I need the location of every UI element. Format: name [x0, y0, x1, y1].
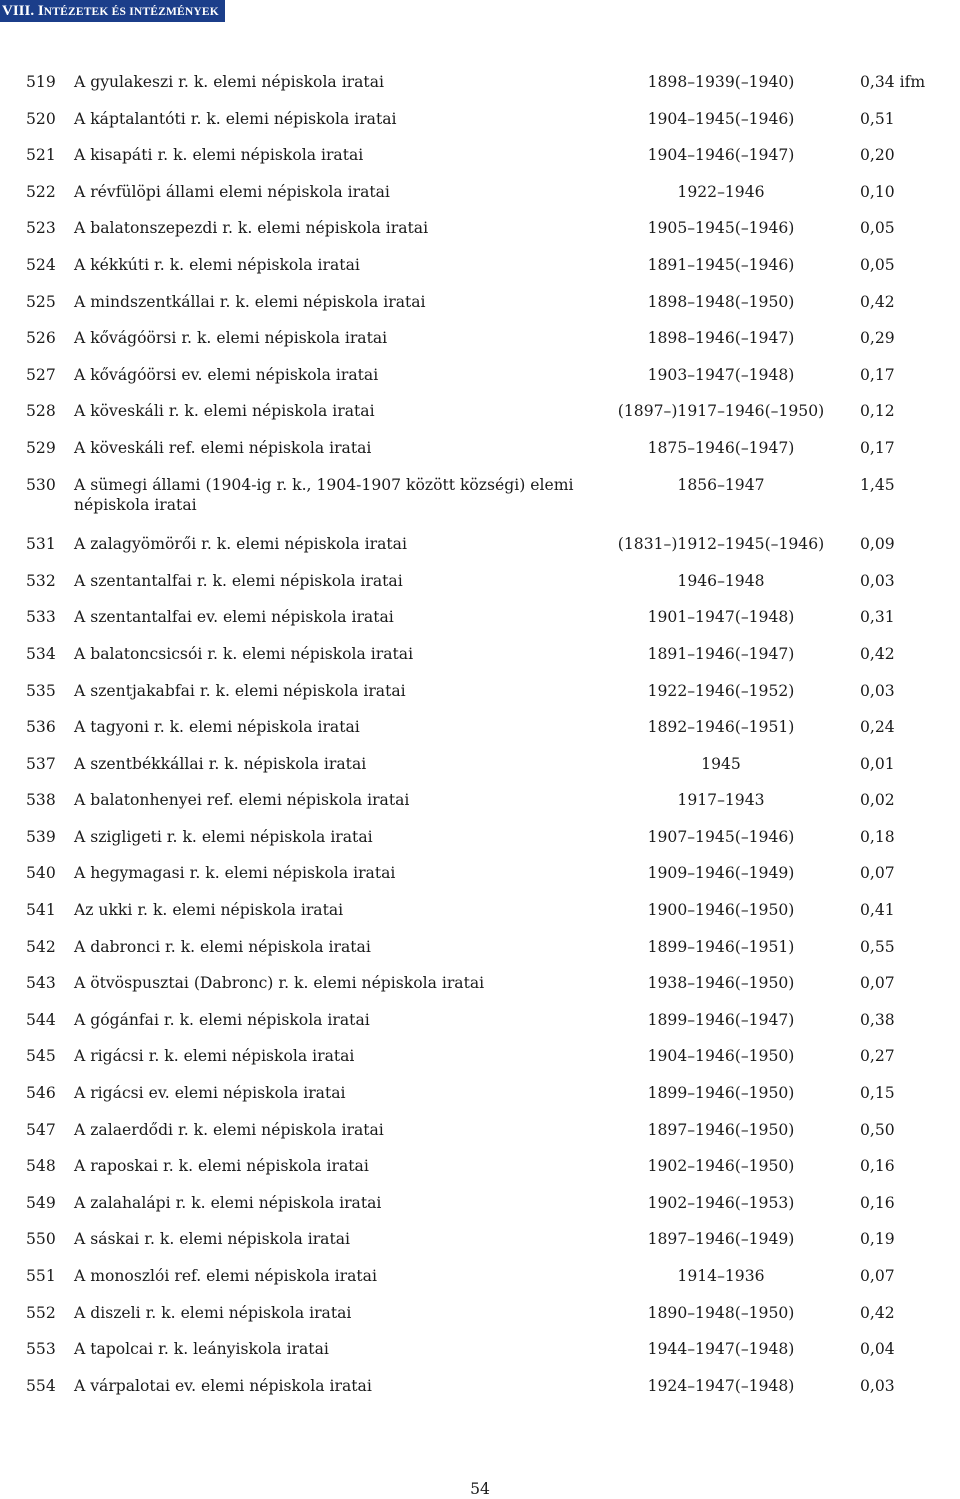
entry-date-range: 1917–1943: [677, 791, 765, 810]
list-item: [0, 395, 960, 432]
entry-date-range: 1856–1947: [677, 475, 765, 494]
list-item: [0, 1370, 960, 1407]
entry-date-range: 1898–1939(–1940): [647, 73, 795, 91]
list-item: [0, 528, 960, 565]
entry-title: A várpalotai ev. elemi népiskola iratai: [74, 1376, 372, 1395]
entry-date-range: (1831–)1912–1945(–1946): [617, 535, 825, 554]
entry-title: A raposkai r. k. elemi népiskola iratai: [74, 1157, 369, 1176]
entry-title: A sáskai r. k. elemi népiskola iratai: [74, 1230, 351, 1249]
entry-title: A rigácsi r. k. elemi népiskola iratai: [74, 1047, 355, 1066]
entry-extent: 0,42: [860, 1303, 895, 1322]
entry-number: 542: [26, 937, 56, 956]
entry-date-range: 1914–1936: [677, 1267, 765, 1285]
entry-date-range: 1898–1946(–1947): [647, 329, 795, 348]
entry-number: 534: [26, 644, 56, 663]
list-item: [0, 322, 960, 359]
list-item: [0, 469, 960, 529]
entry-date-range: 1899–1946(–1947): [647, 1010, 795, 1029]
entry-number: 549: [26, 1193, 56, 1212]
entry-extent: 0,20: [860, 146, 895, 165]
entry-date-range: 1892–1946(–1951): [647, 718, 795, 737]
list-item: [0, 1223, 960, 1260]
list-item: [0, 675, 960, 712]
list-item: [0, 857, 960, 894]
page-number: 54: [470, 1480, 490, 1498]
entry-extent: 0,04: [860, 1340, 895, 1359]
entry-title: A gyulakeszi r. k. elemi népiskola iratai: [74, 73, 384, 91]
entry-title: A szentantalfai ev. elemi népiskola iratai: [74, 608, 394, 627]
entry-title: A szentjakabfai r. k. elemi népiskola iratai: [74, 681, 406, 700]
entry-extent: 0,42: [860, 644, 895, 663]
entry-title: A köveskáli ref. elemi népiskola iratai: [74, 438, 372, 457]
entry-extent: 0,16: [860, 1193, 895, 1212]
entry-date-range: 1945: [701, 754, 741, 773]
entry-date-range: 1875–1946(–1947): [647, 438, 795, 457]
entry-date-range: 1922–1946: [677, 182, 765, 201]
entry-number: 522: [26, 182, 56, 201]
entry-title: A kővágóörsi r. k. elemi népiskola iratai: [74, 329, 388, 348]
list-item: [0, 565, 960, 602]
entry-extent: 0,03: [860, 681, 895, 700]
list-item: [0, 601, 960, 638]
entry-date-range: 1946–1948: [677, 571, 765, 590]
entry-title: A mindszentkállai r. k. elemi népiskola iratai: [74, 292, 426, 311]
entry-title: A monoszlói ref. elemi népiskola iratai: [74, 1267, 377, 1285]
entry-title: A dabronci r. k. elemi népiskola iratai: [74, 937, 371, 956]
entry-title: A tapolcai r. k. leányiskola iratai: [74, 1340, 329, 1359]
list-item: [0, 1333, 960, 1370]
list-item: [0, 931, 960, 968]
entry-date-range: 1938–1946(–1950): [647, 974, 795, 993]
list-item: [0, 212, 960, 249]
entry-number: 537: [26, 754, 56, 773]
list-item: [0, 748, 960, 785]
list-item: [0, 711, 960, 748]
chapter-header: [0, 0, 225, 22]
entry-number: 548: [26, 1157, 56, 1176]
entry-date-range: 1924–1947(–1948): [647, 1376, 795, 1395]
list-item: [0, 1297, 960, 1334]
entry-extent: 0,38: [860, 1010, 895, 1029]
list-item: [0, 249, 960, 286]
entry-title: Az ukki r. k. elemi népiskola iratai: [74, 901, 344, 920]
list-item: [0, 1187, 960, 1224]
entry-date-range: 1897–1946(–1949): [647, 1230, 795, 1249]
entry-date-range: 1901–1947(–1948): [647, 608, 795, 627]
entry-extent: 0,10: [860, 182, 895, 201]
entry-date-range: 1907–1945(–1946): [647, 827, 795, 846]
entry-title: A káptalantóti r. k. elemi népiskola iratai: [74, 109, 397, 128]
entry-title: A tagyoni r. k. elemi népiskola iratai: [74, 718, 360, 737]
entry-title: A köveskáli r. k. elemi népiskola iratai: [74, 402, 375, 421]
entry-extent: 0,07: [860, 1267, 895, 1285]
entry-number: 538: [26, 791, 56, 810]
entry-number: 525: [26, 292, 56, 311]
list-item: [0, 1150, 960, 1187]
entry-date-range: 1891–1946(–1947): [647, 644, 795, 663]
list-item: [0, 176, 960, 213]
archive-entry-list: [0, 66, 960, 1406]
entry-date-range: 1922–1946(–1952): [647, 681, 795, 700]
entry-title: A kővágóörsi ev. elemi népiskola iratai: [74, 365, 379, 384]
entry-date-range: 1900–1946(–1950): [647, 901, 795, 920]
entry-number: 524: [26, 255, 56, 274]
entry-date-range: 1903–1947(–1948): [647, 365, 795, 384]
entry-extent: 0,17: [860, 438, 895, 457]
entry-extent: 0,05: [860, 255, 895, 274]
entry-title: A szentbékkállai r. k. népiskola iratai: [74, 754, 367, 773]
entry-title: A zalaerdődi r. k. elemi népiskola iratai: [74, 1120, 384, 1139]
list-item: [0, 432, 960, 469]
entry-date-range: 1902–1946(–1953): [647, 1193, 795, 1212]
entry-extent: 0,03: [860, 571, 895, 590]
entry-number: 531: [26, 535, 56, 554]
entry-date-range: (1897–)1917–1946(–1950): [617, 402, 825, 421]
entry-title: A balatonszepezdi r. k. elemi népiskola iratai: [74, 219, 429, 238]
list-item: [0, 1114, 960, 1151]
entry-extent: 0,42: [860, 292, 895, 311]
entry-number: 526: [26, 329, 56, 348]
entry-title: A rigácsi ev. elemi népiskola iratai: [74, 1084, 346, 1103]
entry-number: 553: [26, 1340, 56, 1359]
entry-extent: 0,07: [860, 864, 895, 883]
entry-number: 528: [26, 402, 56, 421]
entry-number: 533: [26, 608, 56, 627]
entry-extent: 0,55: [860, 937, 895, 956]
entry-number: 519: [26, 73, 56, 91]
entry-title: A szigligeti r. k. elemi népiskola iratai: [74, 827, 373, 846]
entry-number: 536: [26, 718, 56, 737]
list-item: [0, 66, 960, 103]
entry-number: 550: [26, 1230, 56, 1249]
entry-date-range: 1905–1945(–1946): [647, 219, 795, 238]
chapter-title-rest: NTÉZETEK ÉS INTÉZMÉNYEK: [43, 6, 219, 18]
entry-date-range: 1944–1947(–1948): [647, 1340, 795, 1359]
entry-number: 530: [26, 475, 56, 494]
list-item: [0, 139, 960, 176]
list-item: [0, 1260, 960, 1297]
entry-number: 546: [26, 1084, 56, 1103]
entry-date-range: 1890–1948(–1950): [647, 1303, 795, 1322]
entry-title: A ötvöspusztai (Dabronc) r. k. elemi népiskola iratai: [74, 974, 485, 993]
entry-date-range: 1904–1945(–1946): [647, 109, 795, 128]
chapter-title-initial: I: [37, 3, 44, 19]
entry-extent: 0,18: [860, 827, 895, 846]
entry-date-range: 1904–1946(–1947): [647, 146, 795, 165]
list-item: [0, 103, 960, 140]
entry-extent: 0,27: [860, 1047, 895, 1066]
entry-title: A zalahalápi r. k. elemi népiskola iratai: [74, 1193, 382, 1212]
entry-number: 554: [26, 1376, 56, 1395]
list-item: [0, 638, 960, 675]
list-item: [0, 1040, 960, 1077]
list-item: [0, 967, 960, 1004]
entry-number: 527: [26, 365, 56, 384]
entry-number: 539: [26, 827, 56, 846]
entry-extent: 0,34 ifm: [860, 73, 926, 91]
entry-extent: 0,19: [860, 1230, 895, 1249]
entry-number: 541: [26, 901, 56, 920]
entry-number: 545: [26, 1047, 56, 1066]
entry-number: 532: [26, 571, 56, 590]
entry-extent: 0,15: [860, 1084, 895, 1103]
entry-extent: 0,24: [860, 718, 895, 737]
entry-extent: 0,03: [860, 1376, 895, 1395]
entry-date-range: 1902–1946(–1950): [647, 1157, 795, 1176]
entry-date-range: 1899–1946(–1951): [647, 937, 795, 956]
entry-extent: 0,51: [860, 109, 895, 128]
entry-title: A gógánfai r. k. elemi népiskola iratai: [74, 1010, 370, 1029]
entry-date-range: 1897–1946(–1950): [647, 1120, 795, 1139]
entry-extent: 0,01: [860, 754, 895, 773]
entry-date-range: 1899–1946(–1950): [647, 1084, 795, 1103]
entry-title: A szentantalfai r. k. elemi népiskola iratai: [74, 571, 403, 590]
entry-number: 544: [26, 1010, 56, 1029]
list-item: [0, 1077, 960, 1114]
entry-extent: 0,29: [860, 329, 895, 348]
entry-number: 521: [26, 146, 56, 165]
entry-title: A hegymagasi r. k. elemi népiskola iratai: [74, 864, 396, 883]
list-item: [0, 821, 960, 858]
entry-number: 540: [26, 864, 56, 883]
entry-extent: 0,02: [860, 791, 895, 810]
entry-extent: 0,17: [860, 365, 895, 384]
entry-number: 529: [26, 438, 56, 457]
entry-title: A kisapáti r. k. elemi népiskola iratai: [74, 146, 364, 165]
entry-number: 547: [26, 1120, 56, 1139]
entry-date-range: 1904–1946(–1950): [647, 1047, 795, 1066]
list-item: [0, 359, 960, 396]
entry-title: A sümegi állami (1904-ig r. k., 1904-1907 között községi) elemi népiskola iratai: [74, 475, 574, 514]
entry-date-range: 1898–1948(–1950): [647, 292, 795, 311]
list-item: [0, 784, 960, 821]
list-item: [0, 286, 960, 323]
entry-title: A révfülöpi állami elemi népiskola iratai: [74, 182, 390, 201]
entry-title: A diszeli r. k. elemi népiskola iratai: [74, 1303, 352, 1322]
entry-number: 535: [26, 681, 56, 700]
entry-extent: 0,16: [860, 1157, 895, 1176]
entry-title: A zalagyömörői r. k. elemi népiskola iratai: [74, 535, 407, 554]
entry-extent: 0,07: [860, 974, 895, 993]
entry-title: A balatoncsicsói r. k. elemi népiskola iratai: [74, 644, 414, 663]
entry-title: A balatonhenyei ref. elemi népiskola iratai: [74, 791, 410, 810]
entry-extent: 0,09: [860, 535, 895, 554]
entry-extent: 0,50: [860, 1120, 895, 1139]
entry-number: 523: [26, 219, 56, 238]
entry-title: A kékkúti r. k. elemi népiskola iratai: [74, 255, 360, 274]
entry-extent: 1,45: [860, 475, 895, 494]
entry-extent: 0,31: [860, 608, 895, 627]
entry-extent: 0,05: [860, 219, 895, 238]
entry-number: 552: [26, 1303, 56, 1322]
list-item: [0, 1004, 960, 1041]
entry-extent: 0,12: [860, 402, 895, 421]
entry-number: 543: [26, 974, 56, 993]
list-item: [0, 894, 960, 931]
entry-number: 551: [26, 1267, 56, 1285]
entry-number: 520: [26, 109, 56, 128]
entry-date-range: 1891–1945(–1946): [647, 255, 795, 274]
entry-date-range: 1909–1946(–1949): [647, 864, 795, 883]
chapter-roman-numeral: VIII.: [2, 3, 35, 19]
entry-extent: 0,41: [860, 901, 895, 920]
